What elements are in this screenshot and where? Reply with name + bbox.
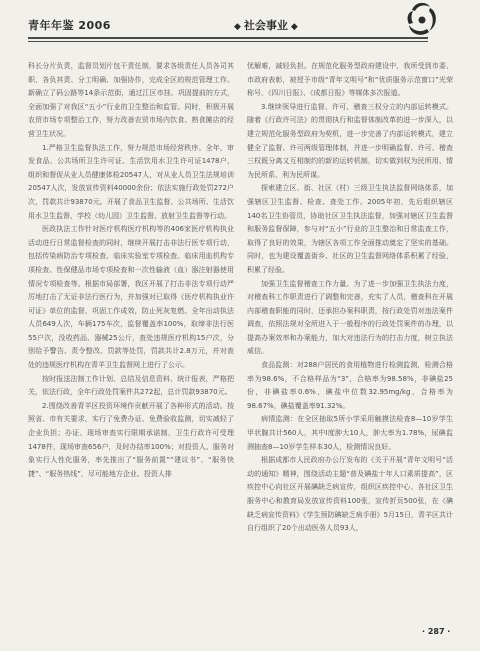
section-title-text: 社会事业: [243, 19, 288, 32]
section-title: [231, 17, 301, 33]
paragraph: 按时报送法制工作计划、总结及信息资料、统计报表，严格把关，依法行政，全年行政处罚案件共272起，总计罚款93870元。: [28, 374, 234, 397]
paragraph: 科长分片负责，监督员划片包干责任制，要求各级责任人员各司其职、各负其责、分工明确、加强协作，完成全区的规范管理工作。新确立了码公路等14条示范街，通过江区市挂、巩固提前的方式，全面加强了对我区“五小”行业的卫生整治和监管。同时，积极开展农贸市场专项整治工作，努力改善农贸市场内饮食、熟食摊店的经营卫生状况。: [28, 62, 234, 138]
paragraph: 加强卫生监督稽查工作力量。为了进一步加强卫生执法力度，对稽查科工作职责进行了调整和完善，充实了人员，稽查科在开展内部稽查职能的同时，还承担办案科职责，按行政处罚对违法案件调查，依照法规对全所进入于一般程序的行政处罚案件的办理，以提高办案效率和办案能力，加大对违法行为的打击力度，树立执法威信。: [247, 279, 453, 356]
right-column: [247, 60, 453, 536]
page-header: [28, 8, 466, 50]
book-title: 青年年鉴 2006: [28, 19, 111, 32]
yearbook-logo-icon: [405, 0, 441, 40]
page-number: · 287 ·: [422, 627, 451, 636]
diamond-icon-left: ◆: [234, 22, 241, 32]
paragraph: 根据成都市人民政府办公厅发布的《关于开展“青年文明号”活动的通知》精神，围绕活动主题“普及碘盐十年人口素质提高”，区疾控中心向社区开展碘缺乏病宣传，组织区疾控中心、各社区卫生服务中心和教育局发放宣传资料100张，宣传折页500张，在《碘缺乏病宣传资料》《学生预防碘缺乏病手册》5月15日，青羊区共计自行组织了20个出动医务人员93人，: [247, 456, 453, 533]
paragraph: 忧解难，减轻负担。在规范化服务型政府建设中，我所受到市委、市政府表彰，被授予市级“青年文明号”和“优质服务示范窗口”光荣称号，《四川日报》、《成都日报》等媒体多次报道。: [247, 62, 453, 98]
diamond-icon-right: ◆: [290, 22, 298, 32]
paragraph: 医政执法工作针对医疗机构医疗机构等的406家医疗机构执业活动进行日常监督检查的同时，继续开展打击非法行医专项行动，包括传染病防治专项检查、临床实验室专项检查、临床用血机构专项检查、性保健品市场专项检查和一次性输液（血）器注射器使用情况专项检查等。根据市局部署，我区开展了打击非法专项行动严厉地打击了无证非法行医行为，并加强对已取得《医疗机构执业许可证》单位的监督，巩固工作成效，防止死灰复燃。全年出动执法人员649人次，车辆175车次，监督覆盖率100%，取缔非法行医55户次，没收药品、器械25公斤，查处违规医疗机构15户次，分别给予警告、责令整改、罚款等处罚，罚款共计2.8万元，并对查处的违规医疗机构在青羊卫生监督网上进行了公示。: [28, 225, 234, 370]
paragraph: 3.继续领导进行监督、许可、稽查三权分立的内部运转模式。随着《行政许可法》的贯彻执行和监督体制改革的进一步深入，以建立规范化服务型政府为契机，进一步完善了内部运转模式，建立健全了监督、许可两级管理体制，并进一步明确监督、许可、稽查三权既分离又互相制约的新的运转机制，切实做到权为民所用、情为民所系、利为民所谋。: [247, 102, 453, 179]
header-rule-thick: [28, 37, 428, 39]
left-column: [28, 60, 234, 481]
paragraph: 1.严格卫生监督执法工作，努力规范市场经营秩序。全年，审发食品、公共场所卫生许可证、生活饮用水卫生许可证1478户，组织和督促从业人员健康体检20547人，对从业人员卫生法规培训20547人次，发放宣传资料40000余份；依法实施行政处罚272户次，罚款共计93870元。开展了食品卫生监督、公共场所、生活饮用水卫生监督、学校（幼儿园）卫生监督、放射卫生监督等行动。: [28, 143, 234, 220]
paragraph: 探索建立区、街、社区（村）三级卫生执法监督网络体系，加强辖区卫生监督、检查、查处工作。2005年初，先后组织辖区140名卫生协管员，协助社区卫生执法监督，加强对辖区卫生监督和服务监督保障，参与对“五小”行业的卫生整治和日常监查工作，取得了良好的效果，为辖区各项工作全面推动奠定了坚实的基础。同时，也为建设覆盖街乡、社区的卫生监督网络体系积累了经验，积累了经验。: [247, 184, 453, 274]
header-rule-thin: [28, 41, 428, 42]
paragraph: 病情监测：在全区抽取5所小学采用触摸法检查8—10岁学生甲状腺共计560人，其中Ⅰ度肿大10人，肿大率为1.78%，尿碘监测抽查8—10岁学生样本30人，检测情况良好。: [247, 415, 453, 451]
paragraph: 食品监测：对288户居民的食用植物进行检测监测，检测合格率为98.6%，不合格样品为“3”，合格率为98.58%，非碘盐25份，非碘盐率0.6%，碘盐中位数32.95mg/kg，合格率为98.67%，碘盐覆盖率91.32%。: [247, 361, 453, 410]
paragraph: 2.围绕改善青羊区投资环境作贡献开展了各种形式的活动。按照省、市有关要求，实行了免费办证、免费验收监测，切实减轻了企业负担；办证、现场审查实行限期承诺制，卫生行政许可受理1478件，现场审查656户，及时办结率100%；对投资人、服务对象实行人性化服务，率先推出了“服务前置”“建议书”、“服务快捷”、“服务热线”，尽可能地方企业、投资人排: [28, 401, 234, 478]
